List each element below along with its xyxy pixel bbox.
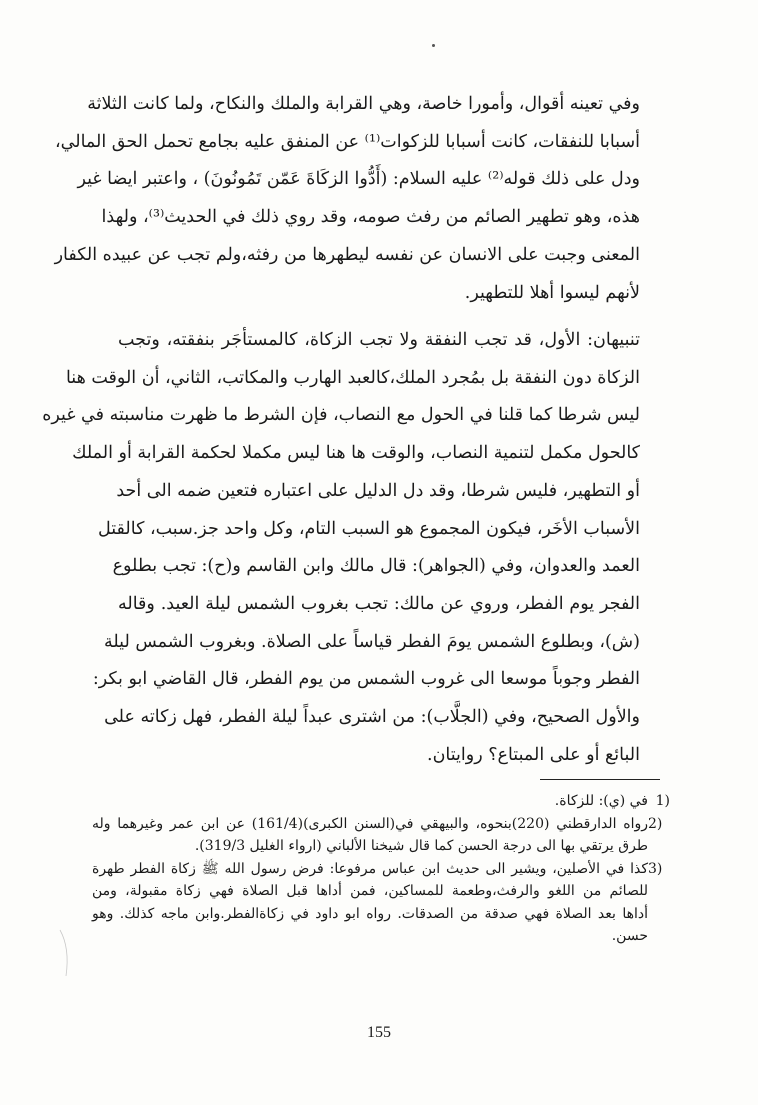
print-speck: [432, 44, 435, 47]
text-line: لأنهم ليسوا أهلا للتطهير.: [464, 282, 640, 303]
text-line: والأول الصحيح، وفي (الجلَّاب): من اشترى عبداً ليلة الفطر، فهل زكاته على: [104, 707, 640, 728]
footnote-text: أداها بعد الصلاة فهي صدقة من الصدقات. رواه ابو داود في زكاةالفطر.وابن ماجه كذلك. وهو: [92, 905, 648, 922]
margin-scratch: [56, 928, 76, 978]
text-line: المعنى وجبت على الانسان عن نفسه ليطهرها من رفثه،ولم تجب عن عبيده الكفار: [54, 244, 640, 265]
text-line: أو التطهير، فليس شرطا، وقد دل الدليل على اعتباره فتعين ضمه الى أحد: [116, 480, 640, 501]
text-line: (ش)، وبطلوع الشمس يومَ الفطر قياساً على الصلاة. وبغروب الشمس ليلة: [104, 631, 640, 652]
footnote-separator: [540, 779, 660, 780]
footnote-text: رواه الدارقطني (220)بنحوه، والبيهقي في(السنن الكبرى)(161/4) عن ابن عمر وغيرهما وله: [92, 815, 648, 832]
text-line: تنبيهان: الأول، قد تجب النفقة ولا تجب الزكاة، كالمستأجَر بنفقته، وتجب: [118, 330, 640, 350]
text-line: الأسباب الأخَر، فيكون المجموع هو السبب التام، وكل واحد جز.سبب، كالقتل: [98, 518, 640, 539]
footnote-2: [92, 813, 670, 858]
footnote-text: للصائم من اللغو والرفث،وطعمة للمساكين، فمن أداها قبل الصلاة فهي زكاة مقبولة، ومن: [92, 883, 648, 899]
paragraph-1: [54, 86, 640, 312]
text-line: الفجر يوم الفطر، وروي عن مالك: تجب بغروب الشمس ليلة العيد. وقاله: [118, 593, 640, 614]
text-line: ليس شرطا كما قلنا في الحول مع النصاب، فإن الشرط ما ظهرت مناسبته في غيره: [42, 405, 640, 426]
footnotes: [92, 790, 670, 948]
text-line: البائع أو على المبتاع؟ روايتان.: [427, 744, 640, 765]
footnote-number: 2): [647, 815, 663, 832]
footnote-text: في (ي): للزكاة.: [554, 793, 648, 809]
text-line: كالحول مكمل لتنمية النصاب، والوقت ها هنا ليس مكملا لحكمة القرابة أو الملك: [72, 443, 640, 464]
text-line: ودل على ذلك قوله⁽²⁾ عليه السلام: (أَدُّوا الزكَاةَ عَمّن تَمُونُونَ) ، واعتبر ايضا غير: [77, 169, 640, 190]
text-line: الفطر وجوباً موسعا الى غروب الشمس من يوم الفطر، قال القاضي ابو بكر:: [92, 669, 640, 690]
text-line: العمد والعدوان، وفي (الجواهر): قال مالك وابن القاسم و(ح): تجب بطلوع: [112, 556, 640, 577]
text-line: وفي تعينه أقوال، وأمورا خاصة، وهي القرابة والملك والنكاح، ولما كانت الثلاثة: [87, 94, 640, 114]
page-number: 155: [367, 1024, 391, 1041]
text-line: الزكاة دون النفقة بل بمُجرد الملك،كالعبد الهارب والمكاتب، الثاني، أن الوقت هنا: [65, 367, 640, 388]
footnote-number: 3): [648, 860, 663, 877]
footnote-number: 1): [655, 793, 670, 809]
paragraph-2: [42, 322, 640, 774]
text-line: أسبابا للنفقات، كانت أسبابا للزكوات⁽¹⁾ عن المنفق عليه بجامع تحمل الحق المالي،: [55, 131, 640, 152]
footnote-text: حسن.: [611, 928, 648, 944]
footnote-text: كذا في الأصلين، ويشير الى حديث ابن عباس مرفوعا: فرض رسول الله ﷺ زكاة الفطر طهرة: [92, 860, 648, 877]
footnote-1: [92, 790, 670, 813]
footnote-3: [92, 858, 670, 948]
footnote-text: طرق يرتقي بها الى درجة الحسن كما قال شيخنا الألباني (ارواء الغليل 319/3).: [194, 838, 648, 854]
text-line: هذه، وهو تطهير الصائم من رفث صومه، وقد روي ذلك في الحديث⁽³⁾، ولهذا: [101, 207, 640, 228]
